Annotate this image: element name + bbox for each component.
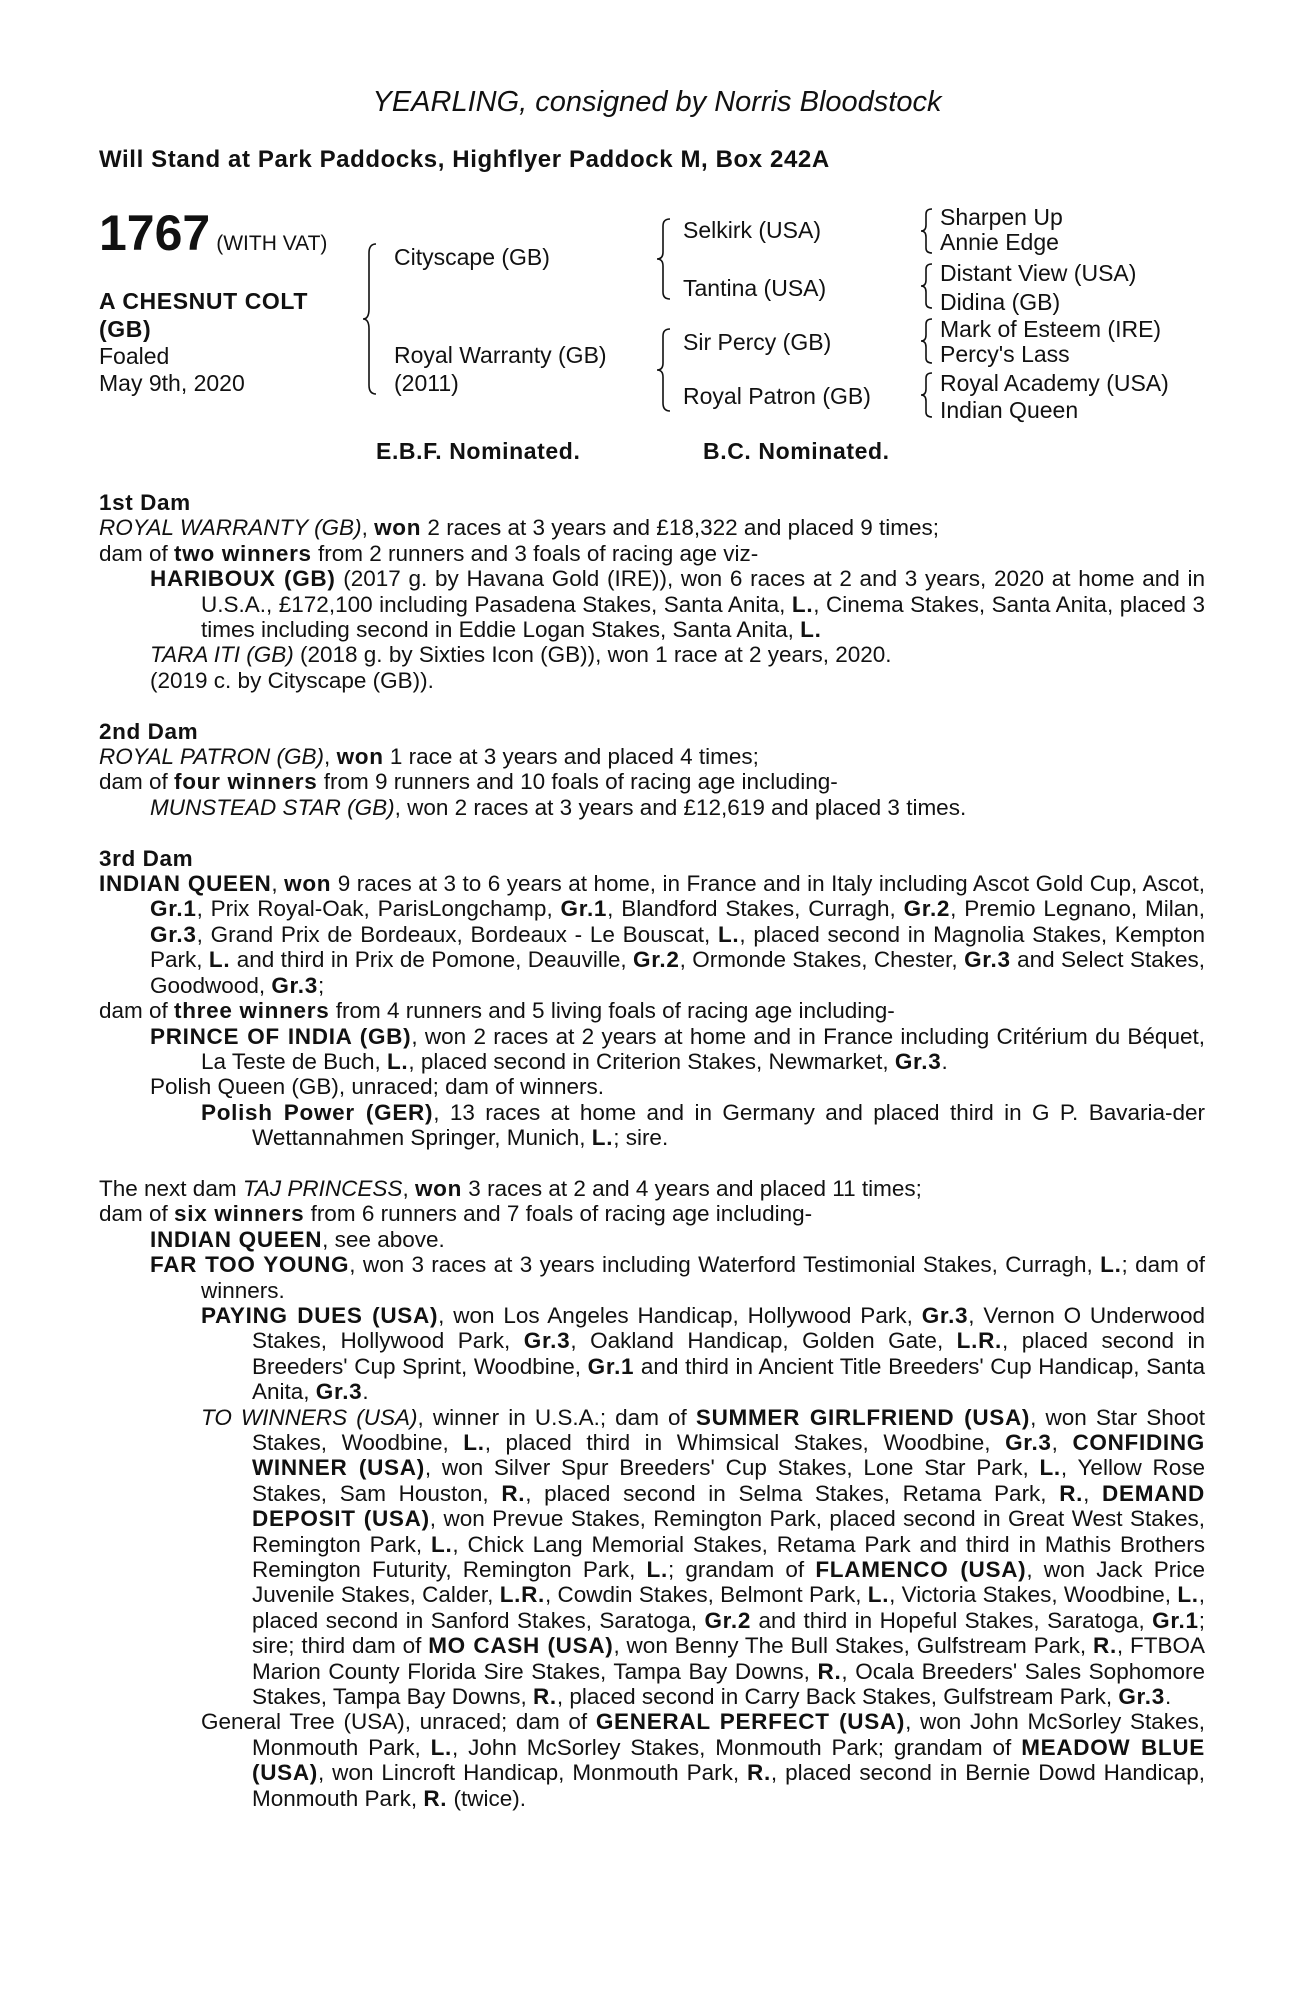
bold-text: Gr.1 (1152, 1607, 1199, 1633)
pedigree-paragraph (99, 566, 1205, 642)
text-run: , (361, 515, 375, 541)
bold-text: DEMAND DEPOSIT (USA) (252, 1480, 1205, 1532)
bold-text: Gr.1 (587, 1353, 635, 1379)
text-run: , Oakland Handicap, Golden Gate, (570, 1328, 957, 1354)
text-run: , won 2 races at 3 years and £12,619 and placed 3 times. (394, 794, 967, 820)
pedigree-paragraph (99, 1303, 1205, 1405)
bold-text: won (336, 744, 384, 770)
section-gap (99, 820, 1205, 845)
pedigree-brace-icon (920, 263, 934, 309)
italic-text: ROYAL PATRON (GB) (99, 744, 325, 770)
pedigree-gen3: Percy's Lass (940, 341, 1070, 367)
text-run: and third in Hopeful Stakes, Saratoga, (751, 1607, 1153, 1633)
text-run: ; sire; third dam of (252, 1607, 1205, 1659)
text-run: , Premio Legnano, Milan, (950, 896, 1206, 922)
bold-text: Polish Power (GER) (201, 1099, 434, 1125)
pedigree-paragraph (99, 744, 1205, 769)
text-run: , placed second in Criterion Stakes, Newmarket, (408, 1048, 895, 1074)
text-run: from 2 runners and 3 foals of racing age viz- (311, 540, 759, 566)
pedigree-paragraph (99, 871, 1205, 998)
text-run: (twice). (447, 1785, 526, 1811)
bold-text: CONFIDING WINNER (USA) (252, 1429, 1205, 1481)
foaled-date: May 9th, 2020 (99, 370, 245, 396)
pedigree-brace-icon (362, 243, 378, 395)
bold-text: FLAMENCO (USA) (815, 1557, 1027, 1583)
text-run: , Chick Lang Memorial Stakes, Retama Park and third in Mathis Brothers Remington Futurity, Remington Park, (252, 1531, 1205, 1583)
text-run: 3 races at 2 and 4 years and placed 11 times; (462, 1175, 922, 1201)
catalogue-title: YEARLING, consigned by Norris Bloodstock (372, 86, 942, 118)
pedigree-paragraph (99, 1709, 1205, 1811)
text-run: , placed third in Whimsical Stakes, Woodbine, (484, 1429, 1006, 1455)
bold-text: three winners (174, 998, 330, 1024)
text-run: (2017 g. by Havana Gold (IRE)), won 6 races at 2 and 3 years, 2020 at home and in U.S.A., £172,100 including Pasadena Stakes, Santa Anita, (201, 566, 1206, 617)
italic-text: TARA ITI (GB) (150, 642, 294, 668)
bold-text: L. (463, 1429, 485, 1455)
bold-text: GENERAL PERFECT (USA) (595, 1709, 906, 1735)
bold-text: Gr.2 (633, 947, 680, 973)
text-run: , (324, 744, 337, 770)
text-run: , won Jack Price Juvenile Stakes, Calder, (252, 1557, 1205, 1608)
bold-text: Gr.3 (921, 1302, 969, 1328)
stand-location: Will Stand at Park Paddocks, Highflyer Paddock M, Box 242A (99, 146, 830, 173)
text-run: dam of (99, 998, 175, 1024)
text-run: , won Star Shoot Stakes, Woodbine, (252, 1404, 1205, 1455)
bold-text: L.R. (956, 1328, 1002, 1354)
bold-text: INDIAN QUEEN (150, 1226, 323, 1252)
text-run: , Prix Royal-Oak, ParisLongchamp, (196, 896, 561, 922)
bold-text: R. (1059, 1480, 1084, 1506)
bold-text: L. (1177, 1582, 1199, 1608)
bold-text: L. (1039, 1455, 1061, 1481)
bold-text: R. (423, 1785, 448, 1811)
pedigree-dam: Royal Warranty (GB) (394, 342, 607, 368)
text-run: dam of (99, 540, 175, 566)
text-run: , placed second in Bernie Dowd Handicap, Monmouth Park, (252, 1760, 1205, 1811)
pedigree-paragraph (99, 1074, 1205, 1099)
section-heading: 2nd Dam (99, 718, 199, 744)
pedigree-gen3: Distant View (USA) (940, 260, 1137, 286)
bold-text: six winners (174, 1201, 305, 1227)
foaled-label: Foaled (99, 343, 170, 369)
bold-text: four winners (174, 769, 318, 795)
bold-text: R. (747, 1760, 771, 1786)
text-run: , placed second in Magnolia Stakes, Kempton Park, (150, 921, 1205, 973)
bold-text: won (374, 515, 422, 541)
text-run: from 9 runners and 10 foals of racing age including- (317, 769, 838, 795)
pedigree-dam-year: (2011) (394, 370, 459, 396)
text-run: ; dam of winners. (201, 1252, 1206, 1303)
bold-text: L. (430, 1734, 452, 1760)
text-run: , placed second in Selma Stakes, Retama Park, (525, 1480, 1060, 1506)
bold-text: Gr.3 (964, 947, 1011, 973)
text-run: , (402, 1175, 415, 1201)
pedigree-paragraph (99, 998, 1205, 1023)
bold-text: L. (791, 591, 814, 617)
text-run: dam of (99, 769, 175, 795)
text-run: , Cowdin Stakes, Belmont Park, (545, 1582, 868, 1608)
bold-text: Gr.2 (903, 896, 951, 922)
text-run: 1 race at 3 years and placed 4 times; (383, 744, 759, 770)
text-run: 9 races at 3 to 6 years at home, in France and in Italy including Ascot Gold Cup, Ascot, (331, 871, 1205, 897)
text-run: Polish Queen (GB), unraced; dam of winners. (150, 1074, 604, 1100)
bold-text: won (284, 871, 332, 897)
text-run: , FTBOA Marion County Florida Sire Stakes, Tampa Bay Downs, (252, 1633, 1206, 1684)
bold-text: L. (208, 947, 231, 973)
pedigree-paragraph (99, 1405, 1205, 1710)
bold-text: Gr.3 (1005, 1429, 1052, 1455)
bold-text: Gr.3 (271, 972, 318, 998)
pedigree-paragraph (99, 1227, 1205, 1252)
text-run: , won Benny The Bull Stakes, Gulfstream Park, (613, 1633, 1093, 1659)
bold-text: SUMMER GIRLFRIEND (USA) (695, 1404, 1031, 1430)
pedigree-paragraph (99, 642, 1205, 667)
text-run: , Grand Prix de Bordeaux, Bordeaux - Le Bouscat, (196, 921, 718, 947)
pedigree-sire-sire: Selkirk (USA) (683, 217, 822, 243)
text-run: 2 races at 3 years and £18,322 and placed 9 times; (421, 515, 940, 541)
bold-text: MO CASH (USA) (428, 1633, 614, 1659)
text-run: , (1083, 1480, 1103, 1506)
bold-text: Gr.3 (150, 921, 197, 947)
pedigree-paragraph (99, 1252, 1205, 1303)
bold-text: L.R. (499, 1582, 545, 1608)
text-run: , (1051, 1429, 1073, 1455)
bold-text: L. (431, 1531, 453, 1557)
pedigree-paragraph (99, 541, 1205, 566)
pedigree-dam-dam: Royal Patron (GB) (683, 383, 871, 409)
bold-text: L. (646, 1557, 668, 1583)
text-run: ; sire. (613, 1125, 669, 1151)
section-heading: 3rd Dam (99, 845, 194, 871)
text-run: , won 3 races at 3 years including Waterford Testimonial Stakes, Curragh, (349, 1252, 1101, 1278)
text-run: (2019 c. by Cityscape (GB)). (150, 667, 434, 693)
italic-text: TO WINNERS (USA) (201, 1404, 418, 1430)
italic-text: ROYAL WARRANTY (GB) (99, 515, 362, 541)
pedigree-paragraph (99, 1201, 1205, 1226)
pedigree-gen3: Annie Edge (940, 229, 1059, 255)
lot-number-block (99, 204, 327, 262)
lot-number: 1767 (99, 205, 211, 261)
bold-text: Gr.1 (150, 896, 197, 922)
text-run: and Select Stakes, Goodwood, (150, 947, 1205, 998)
text-run: , won 2 races at 2 years at home and in France including Critérium du Béquet, La Teste de Buch, (201, 1023, 1205, 1074)
pedigree-gen3: Sharpen Up (940, 204, 1063, 230)
text-run: . (362, 1379, 369, 1405)
bold-text: R. (501, 1480, 526, 1506)
bold-text: L. (717, 921, 740, 947)
section-gap (99, 1151, 1205, 1176)
bold-text: L. (867, 1582, 890, 1608)
text-run: , placed second in Breeders' Cup Sprint, Woodbine, (252, 1328, 1205, 1379)
text-run: ; (317, 972, 325, 998)
pedigree-gen3: Didina (GB) (940, 289, 1061, 315)
vat-note: (WITH VAT) (216, 232, 328, 255)
bold-text: PAYING DUES (USA) (201, 1302, 439, 1328)
text-run: , Ocala Breeders' Sales Sophomore Stakes, Tampa Bay Downs, (252, 1658, 1205, 1710)
text-run: ; grandam of (667, 1557, 816, 1583)
pedigree-dam-sire: Sir Percy (GB) (683, 329, 832, 355)
section-heading: 1st Dam (99, 490, 191, 515)
ebf-nomination: E.B.F. Nominated. (376, 438, 581, 464)
text-run: , won Prevue Stakes, Remington Park, placed second in Great West Stakes, Remington Park, (252, 1506, 1206, 1557)
italic-text: MUNSTEAD STAR (GB) (150, 794, 395, 820)
bold-text: R. (532, 1684, 557, 1710)
bold-text: two winners (174, 540, 312, 566)
text-run: (2018 g. by Sixties Icon (GB)), won 1 race at 2 years, 2020. (293, 642, 892, 668)
text-run: , Blandford Stakes, Curragh, (607, 896, 904, 922)
bold-text: R. (817, 1658, 842, 1684)
pedigree-gen3: Indian Queen (940, 397, 1079, 423)
text-run: , won Lincroft Handicap, Monmouth Park, (318, 1760, 748, 1786)
pedigree-sire: Cityscape (GB) (394, 244, 550, 270)
text-run: , won John McSorley Stakes, Monmouth Park, (252, 1709, 1205, 1760)
pedigree-paragraph (99, 769, 1205, 794)
text-run: and third in Ancient Title Breeders' Cup Handicap, Santa Anita, (252, 1353, 1206, 1405)
pedigree-paragraph (99, 1176, 1205, 1201)
text-run: , John McSorley Stakes, Monmouth Park; grandam of (451, 1734, 1022, 1760)
pedigree-brace-icon (920, 372, 934, 418)
bold-text: L. (386, 1048, 409, 1074)
bold-text: Gr.3 (315, 1379, 363, 1405)
text-run: General Tree (USA), unraced; dam of (201, 1709, 596, 1735)
section-gap (99, 693, 1205, 718)
bold-text: FAR TOO YOUNG (150, 1252, 350, 1278)
text-run: , Yellow Rose Stakes, Sam Houston, (252, 1455, 1205, 1506)
text-run: from 6 runners and 7 foals of racing age including- (304, 1201, 813, 1227)
text-run: dam of (99, 1201, 175, 1227)
horse-country: (GB) (99, 316, 152, 342)
text-run: from 4 runners and 5 living foals of racing age including- (329, 998, 895, 1024)
bold-text: MEADOW BLUE (USA) (252, 1734, 1205, 1786)
text-run: , 13 races at home and in Germany and placed third in G P. Bavaria-der Wettannahmen Springer, Munich, (252, 1099, 1205, 1151)
bc-nomination: B.C. Nominated. (703, 438, 890, 464)
bold-text: won (414, 1175, 463, 1201)
text-run: , Vernon O Underwood Stakes, Hollywood Park, (252, 1302, 1205, 1354)
pedigree-brace-icon (920, 318, 934, 364)
bold-text: Gr.3 (523, 1328, 571, 1354)
text-run: , placed second in Carry Back Stakes, Gulfstream Park, (556, 1684, 1119, 1710)
bold-text: PRINCE OF INDIA (GB) (150, 1023, 412, 1049)
pedigree-brace-icon (920, 208, 934, 254)
bold-text: Gr.3 (894, 1048, 942, 1074)
pedigree-brace-icon (656, 218, 672, 300)
pedigree-gen3: Mark of Esteem (IRE) (940, 316, 1162, 342)
text-run: and third in Prix de Pomone, Deauville, (230, 947, 633, 973)
pedigree-gen3: Royal Academy (USA) (940, 370, 1169, 396)
pedigree-paragraph (99, 668, 1205, 693)
bold-text: L. (800, 617, 822, 643)
bold-text: Gr.1 (560, 896, 608, 922)
horse-description: A CHESNUT COLT (99, 288, 308, 314)
bold-text: INDIAN QUEEN (99, 871, 272, 897)
text-run: The next dam (99, 1175, 243, 1201)
pedigree-paragraph (99, 515, 1205, 540)
text-run: , see above. (322, 1226, 445, 1252)
bold-text: HARIBOUX (GB) (150, 566, 336, 592)
text-run: , winner in U.S.A.; dam of (417, 1404, 696, 1430)
text-run: , Victoria Stakes, Woodbine, (889, 1582, 1178, 1608)
bold-text: Gr.2 (704, 1607, 752, 1633)
text-run: , (271, 871, 285, 897)
text-run: , Cinema Stakes, Santa Anita, placed 3 times including second in Eddie Logan Stakes, Santa Anita, (201, 591, 1206, 643)
pedigree-paragraph (99, 1024, 1205, 1075)
pedigree-paragraph (99, 795, 1205, 820)
pedigree-sire-dam: Tantina (USA) (683, 275, 827, 301)
bold-text: Gr.3 (1118, 1684, 1165, 1710)
text-run: , Ormonde Stakes, Chester, (679, 947, 965, 973)
bold-text: R. (1093, 1633, 1117, 1659)
text-run: , won Silver Spur Breeders' Cup Stakes, Lone Star Park, (424, 1455, 1040, 1481)
produce-record (99, 490, 1205, 1811)
text-run: . (1164, 1684, 1172, 1710)
text-run: , placed second in Sanford Stakes, Saratoga, (252, 1582, 1205, 1633)
text-run: . (941, 1048, 948, 1074)
pedigree-paragraph (99, 1100, 1205, 1151)
italic-text: TAJ PRINCESS (242, 1175, 403, 1201)
pedigree-brace-icon (656, 328, 672, 412)
text-run: , won Los Angeles Handicap, Hollywood Park, (438, 1302, 922, 1328)
bold-text: L. (1100, 1252, 1122, 1278)
bold-text: L. (591, 1125, 614, 1151)
